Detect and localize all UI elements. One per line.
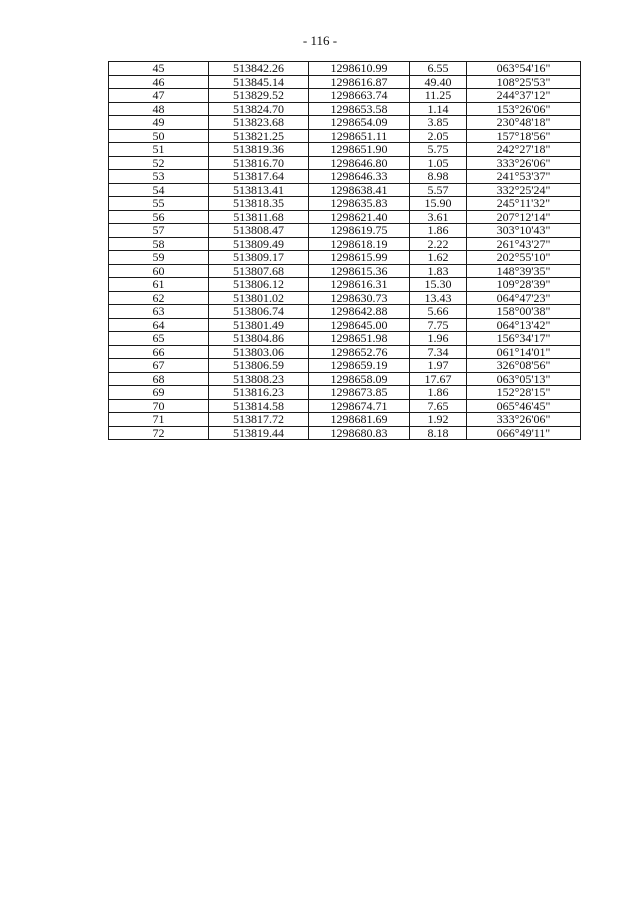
distance-cell: 1.14 <box>410 102 467 116</box>
table-row <box>109 156 581 170</box>
direction-angle-cell: 332°25'24" <box>467 183 581 197</box>
distance-cell: 7.75 <box>410 318 467 332</box>
x-coordinate-cell: 513821.25 <box>209 129 309 143</box>
table-row <box>109 237 581 251</box>
point-number-cell: 52 <box>109 156 209 170</box>
table-row <box>109 75 581 89</box>
point-number-cell: 49 <box>109 116 209 130</box>
x-coordinate-cell: 513829.52 <box>209 89 309 103</box>
table-row <box>109 399 581 413</box>
y-coordinate-cell: 1298646.80 <box>309 156 410 170</box>
table-row <box>109 183 581 197</box>
table-row <box>109 143 581 157</box>
y-coordinate-cell: 1298616.87 <box>309 75 410 89</box>
point-number-cell: 50 <box>109 129 209 143</box>
point-number-cell: 65 <box>109 332 209 346</box>
y-coordinate-cell: 1298663.74 <box>309 89 410 103</box>
distance-cell: 2.22 <box>410 237 467 251</box>
coordinates-table-body <box>109 62 581 440</box>
y-coordinate-cell: 1298659.19 <box>309 359 410 373</box>
distance-cell: 1.62 <box>410 251 467 265</box>
y-coordinate-cell: 1298680.83 <box>309 426 410 440</box>
table-row <box>109 251 581 265</box>
direction-angle-cell: 241°53'37" <box>467 170 581 184</box>
point-number-cell: 45 <box>109 62 209 76</box>
point-number-cell: 55 <box>109 197 209 211</box>
y-coordinate-cell: 1298621.40 <box>309 210 410 224</box>
point-number-cell: 53 <box>109 170 209 184</box>
direction-angle-cell: 261°43'27" <box>467 237 581 251</box>
distance-cell: 13.43 <box>410 291 467 305</box>
distance-cell: 11.25 <box>410 89 467 103</box>
point-number-cell: 54 <box>109 183 209 197</box>
distance-cell: 3.85 <box>410 116 467 130</box>
point-number-cell: 62 <box>109 291 209 305</box>
distance-cell: 1.05 <box>410 156 467 170</box>
distance-cell: 1.96 <box>410 332 467 346</box>
direction-angle-cell: 064°47'23" <box>467 291 581 305</box>
y-coordinate-cell: 1298653.58 <box>309 102 410 116</box>
direction-angle-cell: 158°00'38" <box>467 305 581 319</box>
table-row <box>109 372 581 386</box>
y-coordinate-cell: 1298618.19 <box>309 237 410 251</box>
distance-cell: 15.90 <box>410 197 467 211</box>
table-row <box>109 116 581 130</box>
direction-angle-cell: 109°28'39" <box>467 278 581 292</box>
distance-cell: 1.86 <box>410 224 467 238</box>
point-number-cell: 59 <box>109 251 209 265</box>
x-coordinate-cell: 513809.49 <box>209 237 309 251</box>
x-coordinate-cell: 513817.72 <box>209 413 309 427</box>
y-coordinate-cell: 1298630.73 <box>309 291 410 305</box>
table-row <box>109 386 581 400</box>
direction-angle-cell: 065°46'45" <box>467 399 581 413</box>
table-row <box>109 197 581 211</box>
y-coordinate-cell: 1298610.99 <box>309 62 410 76</box>
table-row <box>109 129 581 143</box>
x-coordinate-cell: 513809.17 <box>209 251 309 265</box>
distance-cell: 8.98 <box>410 170 467 184</box>
direction-angle-cell: 152°28'15" <box>467 386 581 400</box>
table-row <box>109 291 581 305</box>
y-coordinate-cell: 1298616.31 <box>309 278 410 292</box>
direction-angle-cell: 333°26'06" <box>467 413 581 427</box>
distance-cell: 5.57 <box>410 183 467 197</box>
direction-angle-cell: 333°26'06" <box>467 156 581 170</box>
direction-angle-cell: 063°05'13" <box>467 372 581 386</box>
x-coordinate-cell: 513817.64 <box>209 170 309 184</box>
table-row <box>109 413 581 427</box>
direction-angle-cell: 245°11'32" <box>467 197 581 211</box>
y-coordinate-cell: 1298651.11 <box>309 129 410 143</box>
direction-angle-cell: 108°25'53" <box>467 75 581 89</box>
table-row <box>109 426 581 440</box>
x-coordinate-cell: 513819.36 <box>209 143 309 157</box>
x-coordinate-cell: 513814.58 <box>209 399 309 413</box>
direction-angle-cell: 064°13'42" <box>467 318 581 332</box>
point-number-cell: 61 <box>109 278 209 292</box>
distance-cell: 1.86 <box>410 386 467 400</box>
y-coordinate-cell: 1298615.36 <box>309 264 410 278</box>
y-coordinate-cell: 1298681.69 <box>309 413 410 427</box>
x-coordinate-cell: 513803.06 <box>209 345 309 359</box>
x-coordinate-cell: 513818.35 <box>209 197 309 211</box>
point-number-cell: 47 <box>109 89 209 103</box>
direction-angle-cell: 207°12'14" <box>467 210 581 224</box>
point-number-cell: 64 <box>109 318 209 332</box>
y-coordinate-cell: 1298635.83 <box>309 197 410 211</box>
page-number: - 116 - <box>302 33 338 48</box>
x-coordinate-cell: 513801.02 <box>209 291 309 305</box>
y-coordinate-cell: 1298646.33 <box>309 170 410 184</box>
x-coordinate-cell: 513816.23 <box>209 386 309 400</box>
direction-angle-cell: 066°49'11" <box>467 426 581 440</box>
table-row <box>109 345 581 359</box>
x-coordinate-cell: 513801.49 <box>209 318 309 332</box>
x-coordinate-cell: 513804.86 <box>209 332 309 346</box>
direction-angle-cell: 157°18'56" <box>467 129 581 143</box>
point-number-cell: 68 <box>109 372 209 386</box>
y-coordinate-cell: 1298654.09 <box>309 116 410 130</box>
coordinates-table <box>108 61 581 440</box>
distance-cell: 17.67 <box>410 372 467 386</box>
distance-cell: 5.75 <box>410 143 467 157</box>
point-number-cell: 48 <box>109 102 209 116</box>
table-row <box>109 332 581 346</box>
distance-cell: 5.66 <box>410 305 467 319</box>
table-row <box>109 318 581 332</box>
x-coordinate-cell: 513819.44 <box>209 426 309 440</box>
distance-cell: 3.61 <box>410 210 467 224</box>
point-number-cell: 69 <box>109 386 209 400</box>
distance-cell: 1.83 <box>410 264 467 278</box>
point-number-cell: 57 <box>109 224 209 238</box>
y-coordinate-cell: 1298638.41 <box>309 183 410 197</box>
table-row <box>109 278 581 292</box>
x-coordinate-cell: 513813.41 <box>209 183 309 197</box>
y-coordinate-cell: 1298652.76 <box>309 345 410 359</box>
direction-angle-cell: 242°27'18" <box>467 143 581 157</box>
table-row <box>109 170 581 184</box>
distance-cell: 1.92 <box>410 413 467 427</box>
direction-angle-cell: 148°39'35" <box>467 264 581 278</box>
distance-cell: 15.30 <box>410 278 467 292</box>
table-row <box>109 305 581 319</box>
x-coordinate-cell: 513842.26 <box>209 62 309 76</box>
point-number-cell: 60 <box>109 264 209 278</box>
point-number-cell: 63 <box>109 305 209 319</box>
point-number-cell: 67 <box>109 359 209 373</box>
distance-cell: 7.65 <box>410 399 467 413</box>
distance-cell: 6.55 <box>410 62 467 76</box>
table-row <box>109 224 581 238</box>
point-number-cell: 51 <box>109 143 209 157</box>
y-coordinate-cell: 1298673.85 <box>309 386 410 400</box>
direction-angle-cell: 326°08'56" <box>467 359 581 373</box>
y-coordinate-cell: 1298674.71 <box>309 399 410 413</box>
direction-angle-cell: 230°48'18" <box>467 116 581 130</box>
table-row <box>109 210 581 224</box>
direction-angle-cell: 156°34'17" <box>467 332 581 346</box>
y-coordinate-cell: 1298658.09 <box>309 372 410 386</box>
direction-angle-cell: 153°26'06" <box>467 102 581 116</box>
x-coordinate-cell: 513823.68 <box>209 116 309 130</box>
x-coordinate-cell: 513806.74 <box>209 305 309 319</box>
x-coordinate-cell: 513806.59 <box>209 359 309 373</box>
table-row <box>109 264 581 278</box>
table-row <box>109 62 581 76</box>
x-coordinate-cell: 513807.68 <box>209 264 309 278</box>
point-number-cell: 71 <box>109 413 209 427</box>
x-coordinate-cell: 513816.70 <box>209 156 309 170</box>
point-number-cell: 58 <box>109 237 209 251</box>
direction-angle-cell: 303°10'43" <box>467 224 581 238</box>
x-coordinate-cell: 513845.14 <box>209 75 309 89</box>
direction-angle-cell: 061°14'01" <box>467 345 581 359</box>
y-coordinate-cell: 1298645.00 <box>309 318 410 332</box>
distance-cell: 49.40 <box>410 75 467 89</box>
x-coordinate-cell: 513824.70 <box>209 102 309 116</box>
point-number-cell: 70 <box>109 399 209 413</box>
y-coordinate-cell: 1298615.99 <box>309 251 410 265</box>
x-coordinate-cell: 513811.68 <box>209 210 309 224</box>
table-row <box>109 359 581 373</box>
y-coordinate-cell: 1298651.98 <box>309 332 410 346</box>
table-row <box>109 102 581 116</box>
y-coordinate-cell: 1298651.90 <box>309 143 410 157</box>
y-coordinate-cell: 1298619.75 <box>309 224 410 238</box>
distance-cell: 1.97 <box>410 359 467 373</box>
distance-cell: 7.34 <box>410 345 467 359</box>
distance-cell: 8.18 <box>410 426 467 440</box>
x-coordinate-cell: 513808.23 <box>209 372 309 386</box>
point-number-cell: 56 <box>109 210 209 224</box>
direction-angle-cell: 244°37'12" <box>467 89 581 103</box>
x-coordinate-cell: 513808.47 <box>209 224 309 238</box>
direction-angle-cell: 202°55'10" <box>467 251 581 265</box>
point-number-cell: 46 <box>109 75 209 89</box>
table-row <box>109 89 581 103</box>
point-number-cell: 72 <box>109 426 209 440</box>
x-coordinate-cell: 513806.12 <box>209 278 309 292</box>
direction-angle-cell: 063°54'16" <box>467 62 581 76</box>
point-number-cell: 66 <box>109 345 209 359</box>
y-coordinate-cell: 1298642.88 <box>309 305 410 319</box>
distance-cell: 2.05 <box>410 129 467 143</box>
